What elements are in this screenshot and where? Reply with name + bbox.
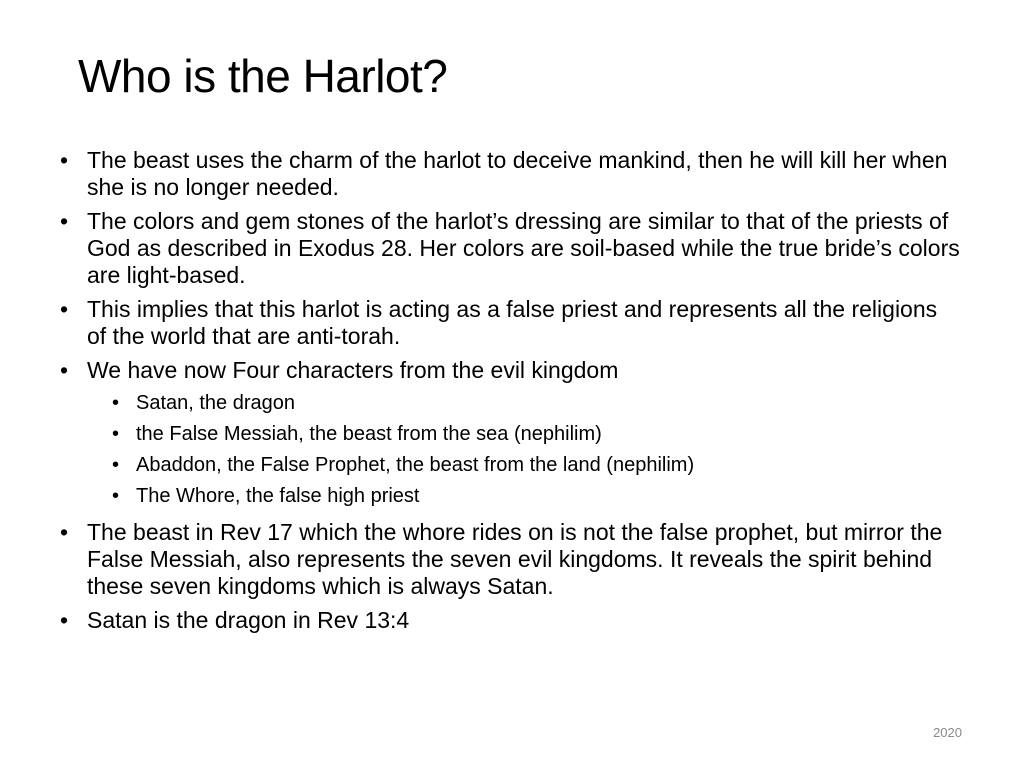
bullet-text: The beast in Rev 17 which the whore rides on is not the false prophet, but mirror the False Messiah, also represents the seven evil kingdoms. It reveals the spirit behind these seven kingdoms which is always Satan. bbox=[87, 519, 943, 599]
sub-bullet-item bbox=[112, 481, 960, 512]
sub-bullet-icon: • bbox=[112, 423, 120, 445]
sub-bullet-icon: • bbox=[112, 485, 120, 507]
sub-bullet-text: Abaddon, the False Prophet, the beast from the land (nephilim) bbox=[136, 454, 695, 476]
bullet-text: The beast uses the charm of the harlot to deceive mankind, then he will kill her when she is no longer needed. bbox=[87, 147, 948, 200]
sub-bullet-list bbox=[87, 388, 960, 512]
bullet-item bbox=[60, 208, 960, 289]
sub-bullet-text: the False Messiah, the beast from the sea (nephilim) bbox=[136, 423, 602, 445]
slide-title: Who is the Harlot? bbox=[78, 50, 448, 102]
bullet-icon: • bbox=[60, 147, 69, 173]
bullet-item bbox=[60, 519, 960, 600]
sub-bullet-icon: • bbox=[112, 392, 120, 414]
bullet-icon: • bbox=[60, 208, 69, 234]
bullet-text: We have now Four characters from the evil kingdom bbox=[87, 357, 619, 383]
sub-bullet-item bbox=[112, 450, 960, 481]
bullet-icon: • bbox=[60, 519, 69, 545]
sub-bullet-item bbox=[112, 419, 960, 450]
bullet-icon: • bbox=[60, 296, 69, 322]
sub-bullet-text: Satan, the dragon bbox=[136, 392, 296, 414]
bullet-item bbox=[60, 607, 960, 634]
sub-bullet-text: The Whore, the false high priest bbox=[136, 485, 420, 507]
page-number: 2020 bbox=[933, 725, 962, 740]
sub-bullet-icon: • bbox=[112, 454, 120, 476]
bullet-item bbox=[60, 296, 960, 350]
bullet-list bbox=[60, 147, 960, 641]
bullet-icon: • bbox=[60, 357, 69, 383]
bullet-item bbox=[60, 357, 960, 512]
sub-bullet-item bbox=[112, 388, 960, 419]
bullet-item bbox=[60, 147, 960, 201]
bullet-text: Satan is the dragon in Rev 13:4 bbox=[87, 607, 410, 633]
bullet-text: This implies that this harlot is acting as a false priest and represents all the religions of the world that are anti-torah. bbox=[87, 296, 938, 349]
bullet-text: The colors and gem stones of the harlot’s dressing are similar to that of the priests of God as described in Exodus 28. Her colors are soil-based while the true bride’s colors are light-based. bbox=[87, 208, 960, 288]
bullet-icon: • bbox=[60, 607, 69, 633]
